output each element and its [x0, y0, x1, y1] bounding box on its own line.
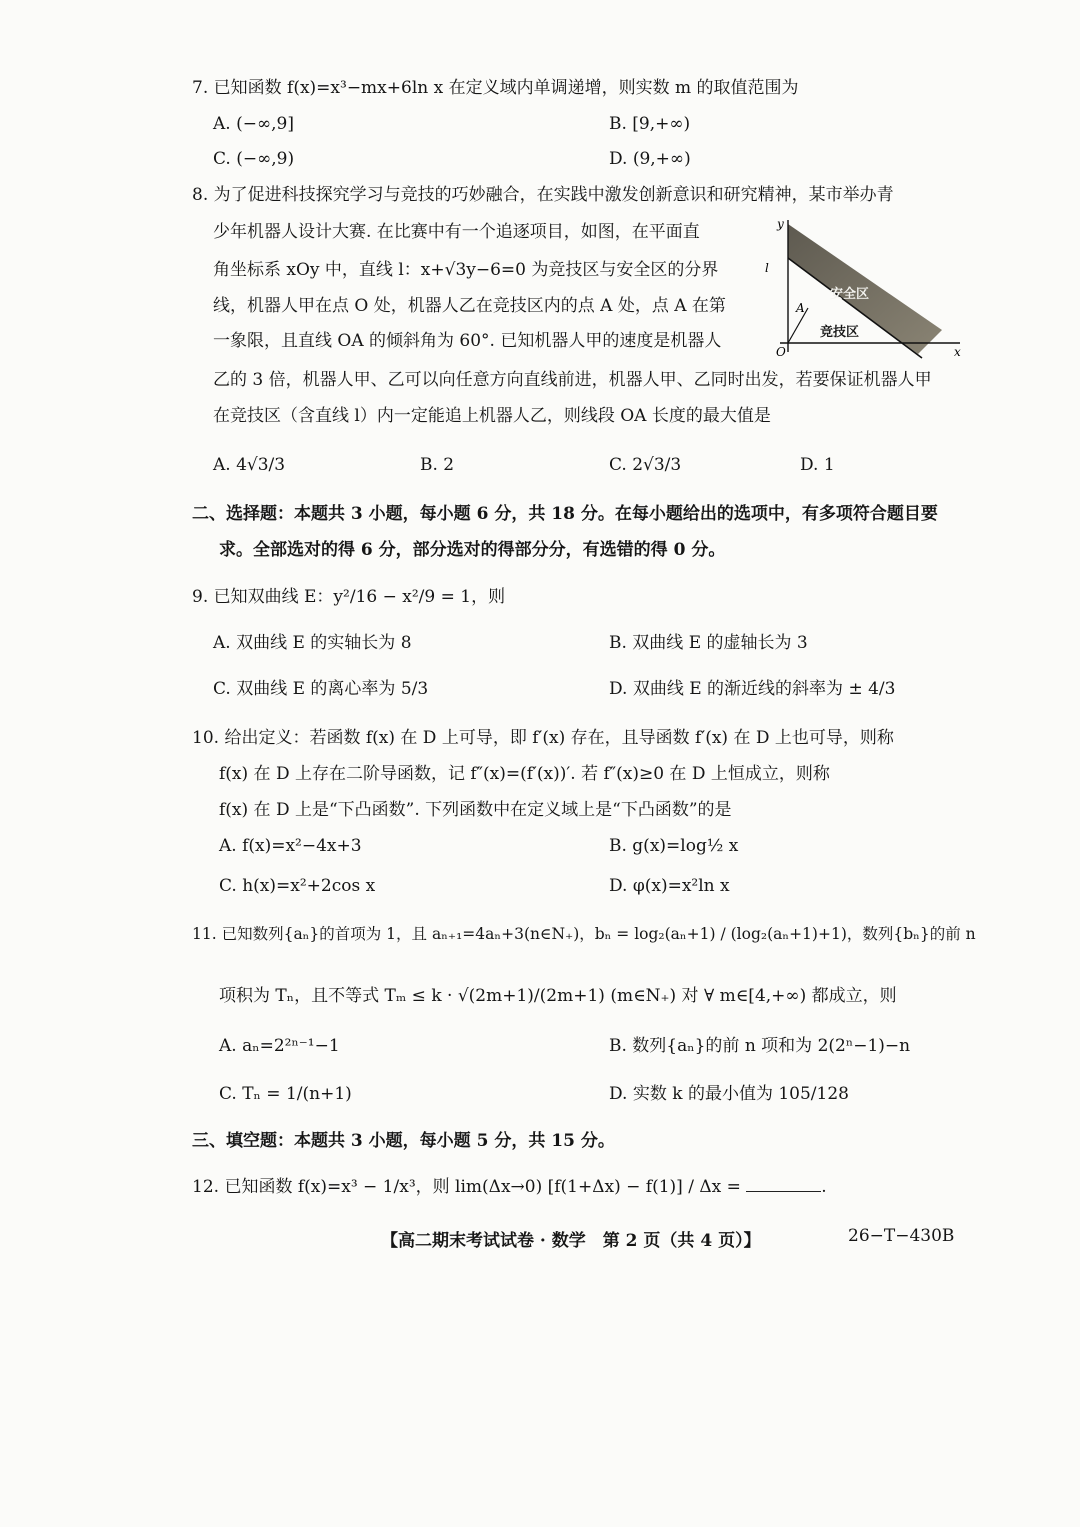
x-axis-label: x: [954, 345, 961, 359]
q10-line-1: 10. 给出定义：若函数 f(x) 在 D 上可导，即 f′(x) 存在，且导函数 f′(x) 在 D 上也可导，则称: [192, 728, 894, 748]
q8-line-1: 8. 为了促进科技探究学习与竞技的巧妙融合，在实践中激发创新意识和研究精神，某市举办青: [192, 185, 894, 205]
q7-option-d: D. (9,+∞): [609, 149, 691, 169]
q7-option-c: C. (−∞,9): [213, 149, 295, 169]
section-2-heading: 二、选择题：本题共 3 小题，每小题 6 分，共 18 分。在每小题给出的选项中，有多项符合题目要: [192, 504, 938, 524]
point-a-label: A: [796, 301, 805, 315]
race-zone-label: 竞技区: [820, 325, 860, 340]
q11-line-1: 11. 已知数列{aₙ}的首项为 1，且 aₙ₊₁=4aₙ+3(n∈N₊)，bₙ = log₂(aₙ+1) / (log₂(aₙ+1)+1)，数列{bₙ}的前 n: [192, 925, 976, 943]
q7-option-a: A. (−∞,9]: [213, 114, 294, 134]
q11-option-b: B. 数列{aₙ}的前 n 项和为 2(2ⁿ−1)−n: [609, 1036, 911, 1056]
q11-option-d: D. 实数 k 的最小值为 105/128: [609, 1084, 849, 1104]
q8-option-d: D. 1: [800, 455, 835, 475]
q7-stem: 7. 已知函数 f(x)=x³−mx+6ln x 在定义域内单调递增，则实数 m 的取值范围为: [192, 78, 799, 98]
q11-line-2: 项积为 Tₙ，且不等式 Tₘ ≤ k · √(2m+1)/(2m+1) (m∈N₊) 对 ∀ m∈[4,+∞) 都成立，则: [219, 986, 897, 1006]
q10-option-a: A. f(x)=x²−4x+3: [219, 836, 362, 856]
q9-option-a: A. 双曲线 E 的实轴长为 8: [213, 633, 412, 653]
origin-label: O: [776, 345, 786, 359]
q10-line-2: f(x) 在 D 上存在二阶导函数，记 f″(x)=(f′(x))′. 若 f″(x)≥0 在 D 上恒成立，则称: [219, 764, 830, 784]
q8-line-5: 一象限，且直线 OA 的倾斜角为 60°. 已知机器人甲的速度是机器人: [213, 331, 722, 351]
q11-option-a: A. aₙ=2²ⁿ⁻¹−1: [219, 1036, 340, 1056]
q12-period: .: [821, 1177, 827, 1197]
footer-title: 【高二期末考试试卷 · 数学 第 2 页（共 4 页）】: [381, 1231, 761, 1251]
q8-option-a: A. 4√3/3: [213, 455, 286, 475]
q7-option-b: B. [9,+∞): [609, 114, 691, 134]
q10-line-3: f(x) 在 D 上是“下凸函数”. 下列函数中在定义域上是“下凸函数”的是: [219, 800, 732, 820]
line-l-label: l: [765, 261, 769, 275]
q12-text: 12. 已知函数 f(x)=x³ − 1/x³，则 lim(Δx→0) [f(1+Δx) − f(1)] / Δx =: [192, 1177, 741, 1197]
q9-stem: 9. 已知双曲线 E：y²/16 − x²/9 = 1，则: [192, 587, 506, 607]
y-axis-label: y: [777, 217, 784, 231]
q8-line-2: 少年机器人设计大赛. 在比赛中有一个追逐项目，如图，在平面直: [213, 222, 700, 242]
q11-option-c: C. Tₙ = 1/(n+1): [219, 1084, 352, 1104]
q8-line-4: 线，机器人甲在点 O 处，机器人乙在竞技区内的点 A 处，点 A 在第: [213, 296, 726, 316]
q9-option-d: D. 双曲线 E 的渐近线的斜率为 ± 4/3: [609, 679, 896, 699]
q8-line-3: 角坐标系 xOy 中，直线 l：x+√3y−6=0 为竞技区与安全区的分界: [213, 260, 719, 280]
q8-option-b: B. 2: [420, 455, 455, 475]
safe-zone-label: 安全区: [830, 287, 870, 302]
section-2-heading-cont: 求。全部选对的得 6 分，部分选对的得部分分，有选错的得 0 分。: [219, 540, 726, 560]
q8-option-c: C. 2√3/3: [609, 455, 682, 475]
footer-code: 26−T−430B: [848, 1226, 955, 1246]
q8-line-7: 在竞技区（含直线 l）内一定能追上机器人乙，则线段 OA 长度的最大值是: [213, 406, 771, 426]
q8-line-6: 乙的 3 倍，机器人甲、乙可以向任意方向直线前进，机器人甲、乙同时出发，若要保证机器人甲: [213, 370, 932, 390]
q9-option-b: B. 双曲线 E 的虚轴长为 3: [609, 633, 808, 653]
q10-option-c: C. h(x)=x²+2cos x: [219, 876, 376, 896]
q8-figure: [760, 212, 966, 362]
q12-stem: [192, 1176, 827, 1198]
q9-option-c: C. 双曲线 E 的离心率为 5/3: [213, 679, 429, 699]
q10-option-b: B. g(x)=log½ x: [609, 836, 739, 856]
q12-answer-blank[interactable]: [746, 1177, 821, 1192]
q10-option-d: D. φ(x)=x²ln x: [609, 876, 730, 896]
section-3-heading: 三、填空题：本题共 3 小题，每小题 5 分，共 15 分。: [192, 1131, 615, 1151]
